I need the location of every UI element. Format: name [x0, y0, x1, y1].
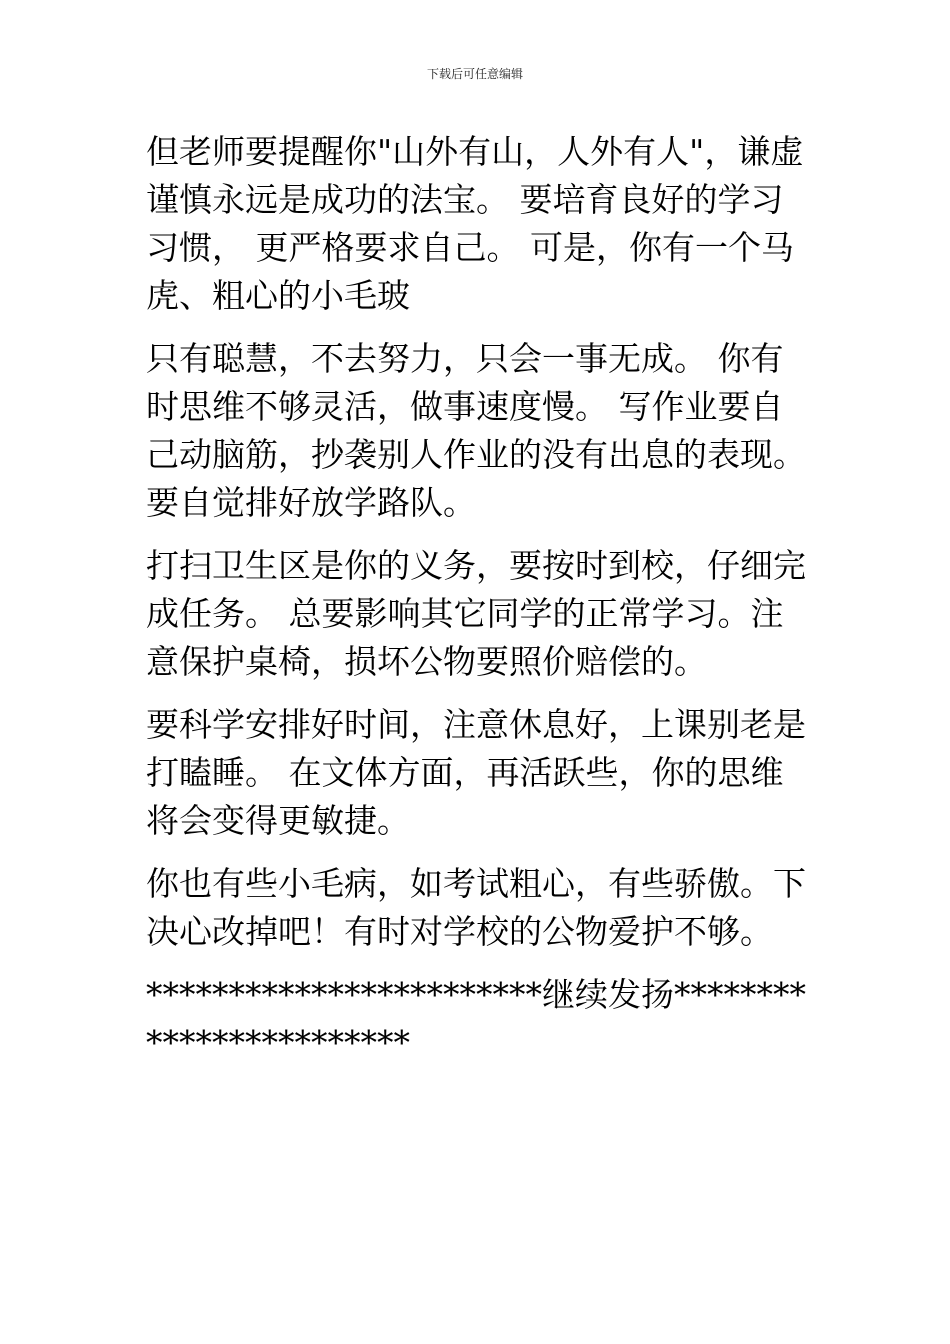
header-note: 下载后可任意编辑	[426, 67, 523, 81]
paragraph-5: 你也有些小毛病，如考试粗心，有些骄傲。下决心改掉吧！有时对学校的公物爱护不够。	[146, 864, 806, 951]
paragraph-1: 但老师要提醒你"山外有山，人外有人"，谦虚谨慎永远是成功的法宝。 要培育良好的学习习惯， 更严格要求自己。 可是，你有一个马虎、粗心的小毛玻	[146, 132, 804, 315]
paragraph-6: ************************继续发扬************************	[146, 975, 806, 1062]
document-body	[146, 128, 810, 1082]
paragraph-3: 打扫卫生区是你的义务，要按时到校，仔细完成任务。 总要影响其它同学的正常学习。注意保护桌椅，损坏公物要照价赔偿的。	[146, 546, 806, 681]
paragraph-4: 要科学安排好时间，注意休息好，上课别老是打瞌睡。 在文体方面，再活跃些，你的思维将会变得更敏捷。	[146, 705, 806, 840]
paragraph-2: 只有聪慧，不去努力，只会一事无成。 你有时思维不够灵活，做事速度慢。 写作业要自己动脑筋，抄袭别人作业的没有出息的表现。 要自觉排好放学路队。	[146, 339, 806, 522]
